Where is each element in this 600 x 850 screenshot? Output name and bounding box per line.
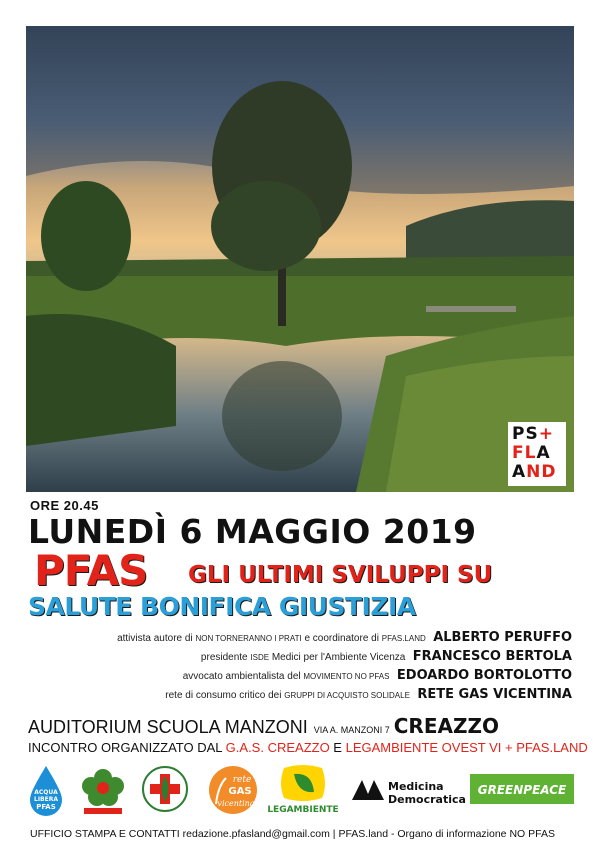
speaker-name: ALBERTO PERUFFO	[433, 630, 572, 645]
svg-text:GREENPEACE: GREENPEACE	[477, 783, 567, 797]
title-subtitle: GLI ULTIMI SVILUPPI SU	[188, 562, 493, 588]
organizer-line: INCONTRO ORGANIZZATO DAL G.A.S. CREAZZO E LEGAMBIENTE OVEST VI + PFAS.LAND	[28, 740, 588, 755]
event-date: LUNEDÌ 6 MAGGIO 2019	[28, 512, 477, 551]
pfas-land-logo: PS+ FLA AND	[508, 422, 566, 486]
acqua-libera-logo	[26, 764, 66, 821]
rete-gas-vicentina-logo	[204, 764, 262, 821]
svg-text:LIBERA: LIBERA	[34, 796, 58, 803]
title-topics: SALUTE BONIFICA GIUSTIZIA	[28, 592, 416, 621]
svg-text:Democratica: Democratica	[388, 793, 466, 806]
svg-text:Medicina: Medicina	[388, 780, 444, 793]
svg-text:LEGAMBIENTE: LEGAMBIENTE	[267, 805, 339, 815]
venue-line	[28, 714, 576, 738]
speaker-row: attivista autore di NON TORNERANNO I PRATI e coordinatore di PFAS.LAND ALBERTO PERUFFO	[117, 630, 572, 645]
svg-text:GAS: GAS	[228, 786, 252, 797]
speaker-row: presidente ISDE Medici per l'Ambiente Vicenza FRANCESCO BERTOLA	[200, 649, 572, 664]
hero-photo	[26, 26, 574, 492]
venue-city: CREAZZO	[393, 714, 499, 738]
svg-text:rete: rete	[232, 775, 252, 785]
speaker-row: avvocato ambientalista del MOVIMENTO NO PFAS EDOARDO BORTOLOTTO	[182, 668, 572, 683]
speaker-list	[12, 628, 572, 704]
speaker-name: FRANCESCO BERTOLA	[412, 649, 572, 664]
gas-creazzo-logo	[78, 764, 128, 821]
venue-name: AUDITORIUM SCUOLA MANZONI	[28, 717, 308, 737]
venue-address: VIA A. MANZONI 7	[313, 725, 390, 735]
greenpeace-logo	[470, 764, 574, 821]
title-pfas: PFAS	[34, 546, 148, 595]
speaker-name: RETE GAS VICENTINA	[417, 687, 572, 702]
speaker-row: rete di consumo critico dei GRUPPI DI ACQUISTO SOLIDALE RETE GAS VICENTINA	[165, 687, 572, 702]
svg-text:PFAS: PFAS	[36, 803, 56, 811]
footer-contacts: UFFICIO STAMPA E CONTATTI redazione.pfasland@gmail.com | PFAS.land - Organo di informazione NO PFAS	[30, 828, 555, 840]
legambiente-logo	[267, 764, 339, 821]
isde-medici-logo	[140, 764, 190, 821]
sponsor-logos	[26, 764, 574, 822]
medicina-democratica-logo	[348, 764, 466, 821]
svg-text:vicentina: vicentina	[217, 799, 255, 808]
event-time: ORE 20.45	[30, 498, 99, 513]
svg-text:ACQUA: ACQUA	[34, 789, 58, 796]
speaker-name: EDOARDO BORTOLOTTO	[396, 668, 572, 683]
